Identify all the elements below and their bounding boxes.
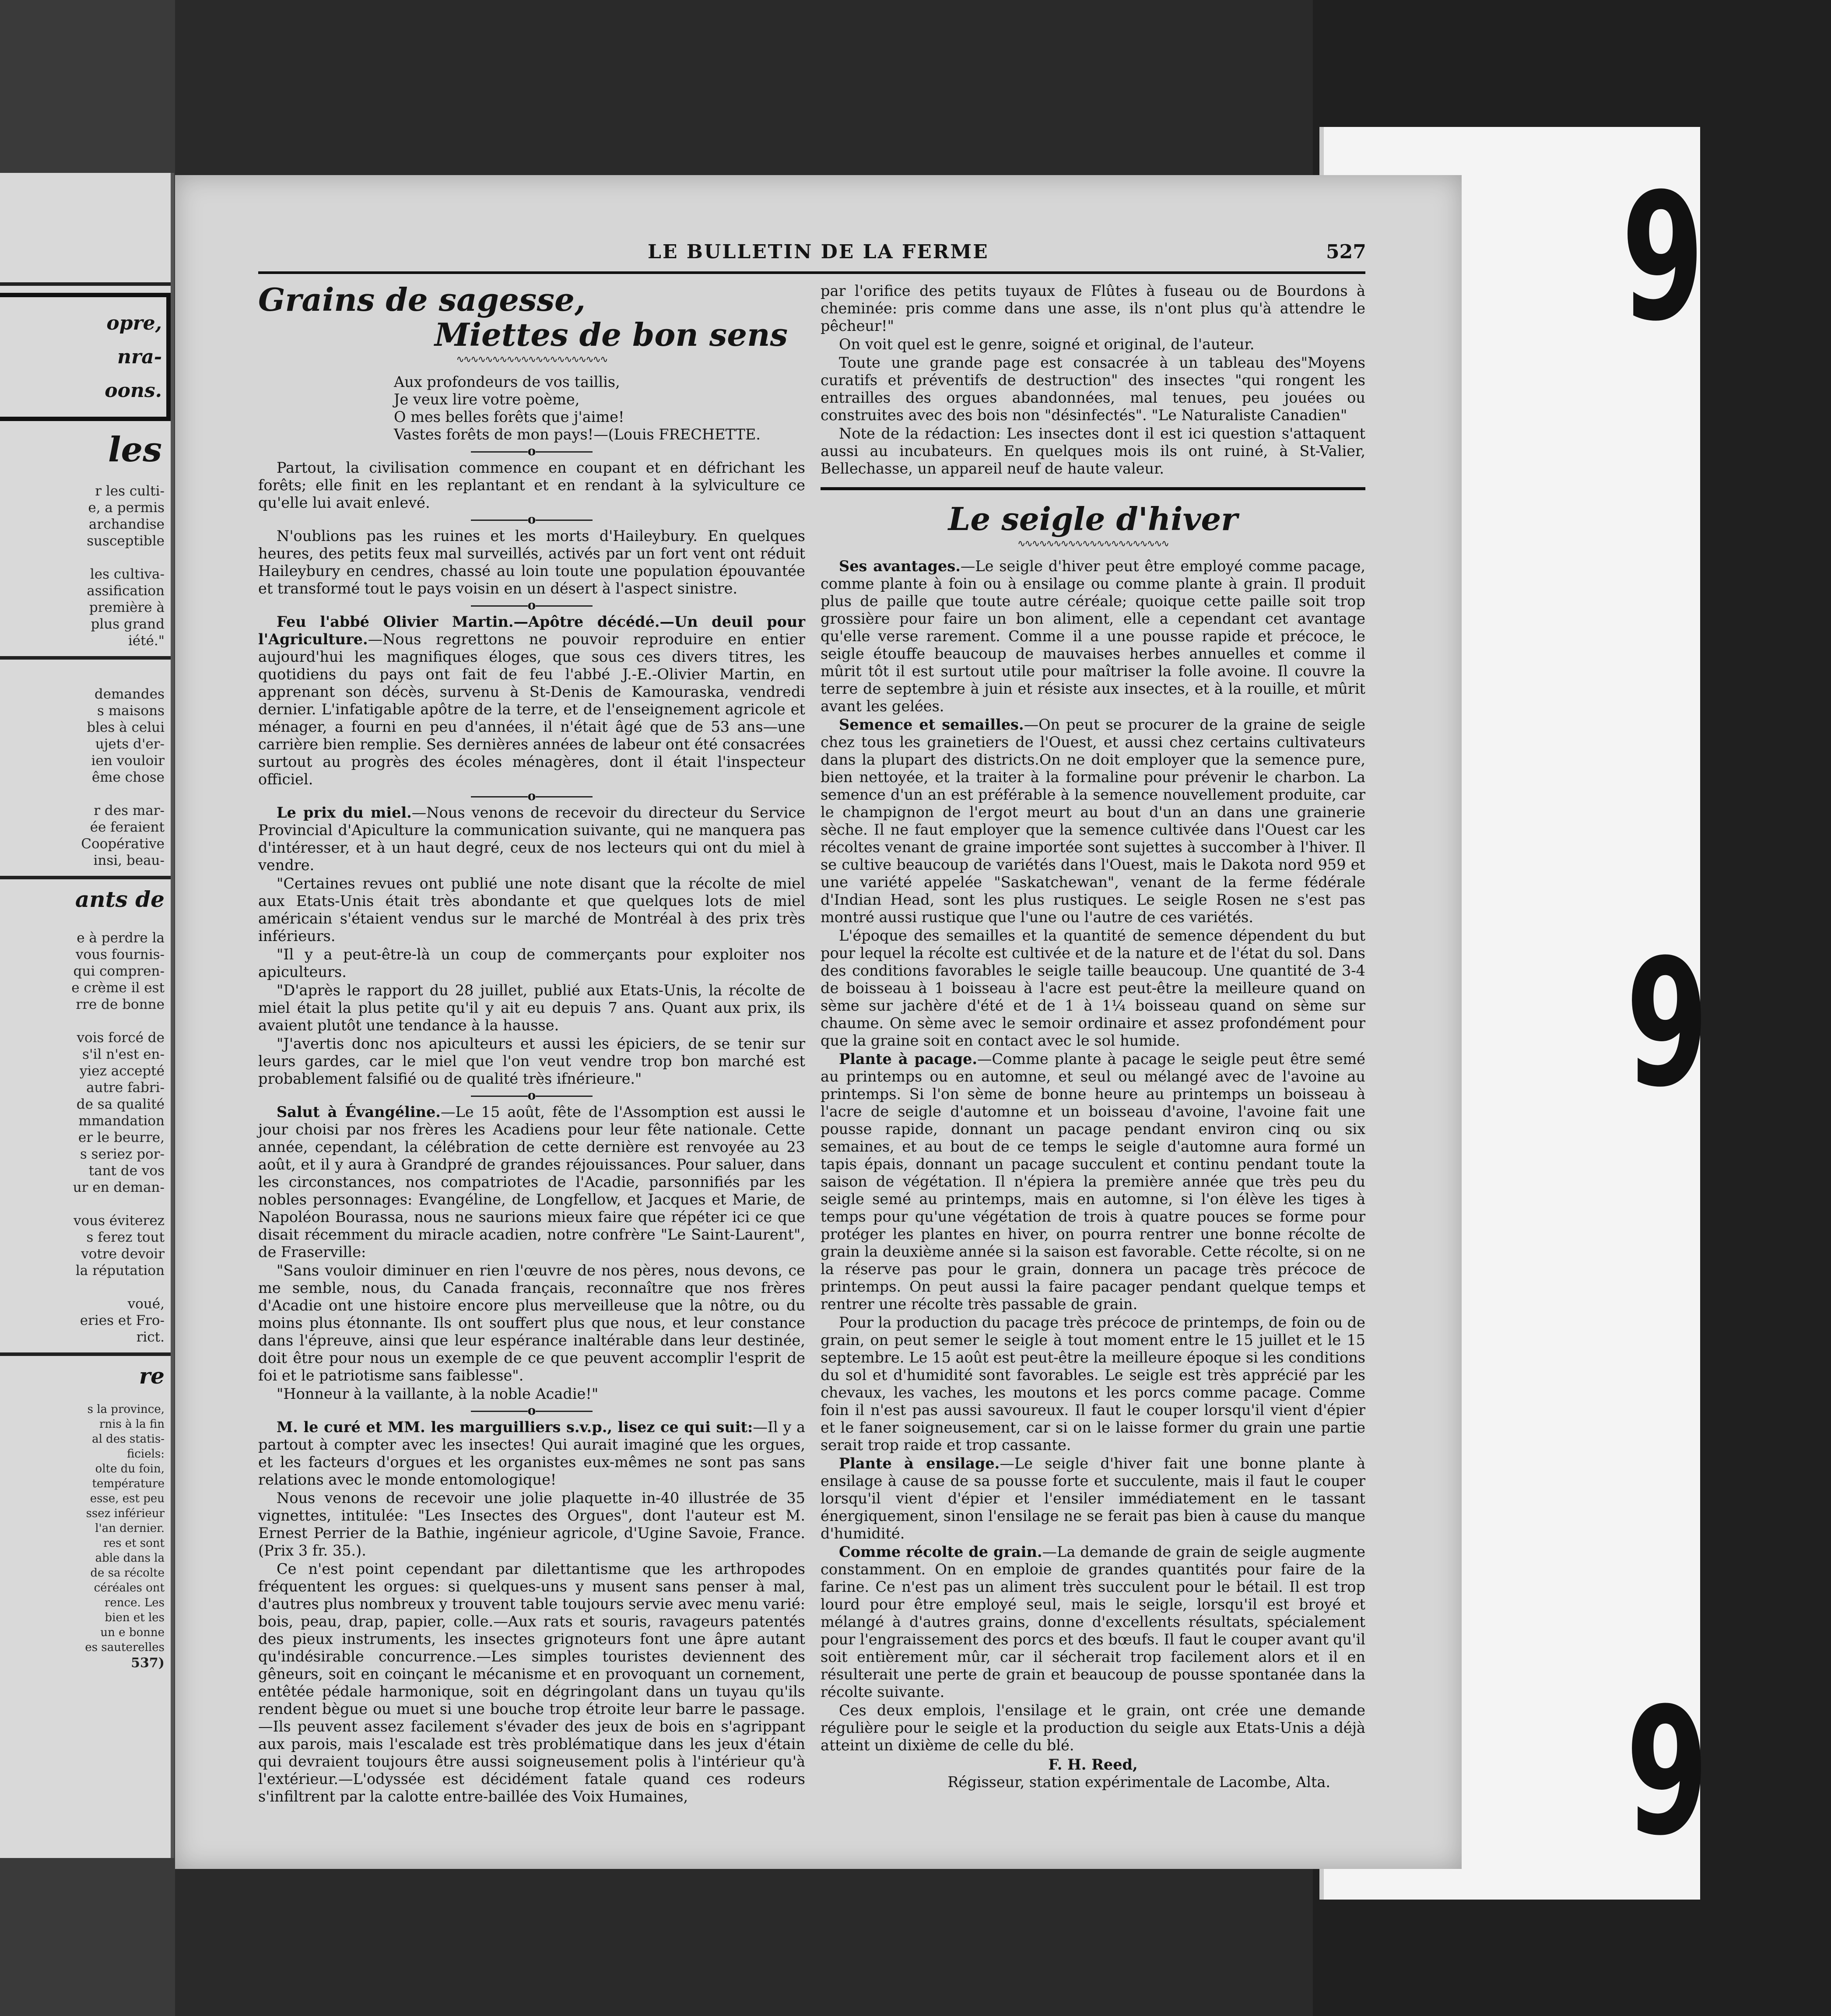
prev-frag-line: iété." [128, 633, 165, 649]
left-column [258, 282, 805, 1806]
prev-frag-line: température [92, 1477, 165, 1490]
paragraph: "Il y a peut-être-là un coup de commerçants pour exploiter nos apiculteurs. [258, 946, 805, 980]
prev-frag-line: 537) [131, 1655, 165, 1671]
prev-box-line: oons. [105, 379, 162, 402]
prev-frag-line: ême chose [91, 769, 165, 785]
prev-frag-line: qui compren- [73, 963, 165, 979]
prev-frag-line: tant de vos [88, 1163, 165, 1179]
paragraph: "Honneur à la vaillante, à la noble Acadie!" [277, 1385, 599, 1402]
subsection-semence [821, 716, 1365, 926]
prev-frag-line: eries et Fro- [80, 1313, 165, 1328]
subsection-heading: Plante à ensilage. [839, 1455, 1000, 1472]
section-title: Le seigle d'hiver [948, 500, 1238, 537]
paragraph: N'oublions pas les ruines et les morts d'Haileybury. En quelques heures, des petits feux mal surveillés, activés par un fort vent ont réduit Haileybury en cendres, chassé au loin toute une population épouvantée et transformé tout le pays voisin en un désert à l'aspect sinistre. [258, 527, 805, 597]
subsection-heading: Ses avantages. [839, 558, 961, 575]
target-number: 9 [1621, 156, 1705, 360]
prev-frag-line: de sa récolte [90, 1566, 165, 1580]
author-name: F. H. Reed, [1048, 1756, 1138, 1773]
paragraph: Note de la rédaction: Les insectes dont il est ici question s'attaquent aussi au incubateurs. En quelques mois ils ont ruiné, à St-Valier, Bellechasse, un appareil neuf de haute valeur. [821, 425, 1365, 477]
publication-title: LE BULLETIN DE LA FERME [648, 241, 989, 263]
prev-frag-line: able dans la [95, 1552, 165, 1565]
prev-frag-line [0, 786, 171, 802]
paragraph: "Certaines revues ont publié une note disant que la récolte de miel aux Etats-Unis était très abondante et que quelques lots de miel américain s'étaient vendus sur le marché de Montréal à des prix très inférieurs. [258, 875, 805, 945]
prev-frag-line: r des mar- [94, 803, 165, 818]
prev-frag-line: vois forcé de [77, 1030, 165, 1046]
prev-frag-line: e à perdre la [77, 930, 165, 946]
separator [258, 789, 805, 803]
target-number: 9 [1626, 1671, 1709, 1874]
poem-line: Vastes forêts de mon pays!—(Louis FRECHETTE. [394, 426, 761, 443]
prev-frag-line: s ferez tout [86, 1229, 165, 1245]
paragraph: Pour la production du pacage très précoce de printemps, de foin ou de grain, on peut semer le seigle à tout moment entre le 15 juillet et le 15 septembre. Le 15 août est peut-être la meilleure époque si les conditions du sol et d'humidité sont favorables. Le seigle est très apprécié par les chevaux, les vaches, les moutons et les porcs comme pacage. Comme foin il n'est pas aussi savoureux. Il faut le couper lorsqu'il vient d'épier et le faner soigneusement, car si on le laisse former du grain une partie serait trop raide et trop cassante. [821, 1314, 1365, 1454]
paragraph: L'époque des semailles et la quantité de semence dépendent du but pour lequel la récolte est cultivée et de la nature et de l'état du sol. Dans des conditions favorables le seigle taille beaucoup. Une quantité de 3-4 de boisseau à 1 boisseau à l'acre est peut-être la meilleure quand on sème sur jachère d'été et de 1 à 1¼ boisseau quand on sème sur chaume. On sème avec le semoir ordinaire et assez profondément pour que la graine soit en contact avec le sol humide. [821, 927, 1365, 1049]
paragraph: "D'après le rapport du 28 juillet, publié aux Etats-Unis, la récolte de miel était la plus petite qu'il y ait eu depuis 7 ans. Quant aux prix, ils avaient plutôt une tendance à la hausse. [258, 982, 805, 1034]
separator-mark: o [527, 1403, 536, 1418]
section-title-line1: Grains de sagesse, [258, 281, 586, 318]
subsection-body: —Comme plante à pacage le seigle peut être semé au printemps ou en automne, et seul ou mélangé avec de l'avoine au printemps. Si l'on sème de bonne heure au printemps un boisseau à l'acre de seigle d'automne et un boisseau d'avoine, l'avoine fait une pousse rapide, donnant un pacage pendant environ cinq ou six semaines, et au bout de ce temps le seigle d'automne aura formé un tapis épais, donnant un pacage succulent et continu pendant toute la saison de végétation. Il n'épiera la première année que très peu du seigle semé au printemps, mais en automne, si l'on élève les tiges à temps pour qu'une végétation de trois à quatre pouces se forme pour protéger les plantes en hiver, on pourra rentrer une bonne récolte de grain la deuxième année si la saison est favorable. Cette récolte, si on ne la réserve pas pour le grain, donnera un pacage très précoce de printemps. On peut aussi la faire pacager pendant quelque temps et rentrer une récolte très passable de grain. [821, 1050, 1366, 1313]
prev-page-rule [0, 656, 171, 660]
prev-frag-line: es sauterelles [85, 1641, 165, 1654]
prev-frag-line: rre de bonne [76, 997, 165, 1012]
article-martin [258, 613, 805, 788]
prev-frag-line: ée feraient [90, 819, 165, 835]
paragraph: "J'avertis donc nos apiculteurs et aussi les épiciers, de se tenir sur leurs gardes, car le miel que l'on veut vendre trop bon marché est probablement falsifié ou de qualité très ifnérieure." [258, 1035, 805, 1087]
prev-frag-line: olte du foin, [95, 1462, 165, 1475]
prev-frag-line: l'an dernier. [95, 1522, 165, 1535]
prev-page-rule [0, 282, 171, 286]
page-number: 527 [1326, 241, 1366, 263]
prev-frag-line: de sa qualité [76, 1096, 165, 1112]
prev-frag-c [0, 930, 171, 1345]
separator-mark: o [527, 444, 536, 458]
subsection-ensilage [821, 1455, 1365, 1542]
prev-page-big-word: les [108, 430, 162, 470]
target-number: 9 [1626, 922, 1709, 1126]
prev-frag-line: plus grand [91, 616, 165, 632]
poem [258, 373, 805, 443]
prev-frag-line: ur en deman- [73, 1180, 165, 1195]
prev-frag-line: s'il n'est en- [82, 1047, 165, 1062]
paragraph: Ces deux emplois, l'ensilage et le grain, ont crée une demande régulière pour le seigle et la production du seigle aux Etats-Unis a déjà atteint un dixième de celle du blé. [821, 1702, 1365, 1754]
article-heading: Feu l'abbé Olivier Martin.—Apôtre décédé.—Un deuil pour l'Agriculture. [258, 613, 805, 648]
paragraph: Toute une grande page est consacrée à un tableau des"Moyens curatifs et préventifs de destruction" des insectes "qui rongent les entrailles des orgues abandonnées, mal tenues, peu jouées ou construites avec des bois non "désinfectés". "Le Naturaliste Canadien" [821, 354, 1365, 424]
prev-frag-line: s maisons [97, 703, 165, 719]
prev-frag-line: votre devoir [81, 1246, 165, 1262]
prev-frag-d [0, 1402, 171, 1672]
separator [258, 598, 805, 612]
article-miel [258, 804, 805, 874]
prev-frag-line: autre fabri- [86, 1080, 165, 1096]
subsection-grain [821, 1543, 1365, 1701]
separator-mark: o [527, 789, 536, 803]
previous-page-fragment [0, 173, 174, 1858]
prev-frag-line: ficiels: [126, 1447, 165, 1461]
prev-frag-line: esse, est peu [90, 1492, 165, 1505]
prev-frag-line: rnis à la fin [99, 1418, 165, 1431]
prev-frag-line: ien vouloir [91, 753, 165, 769]
prev-frag-line: Coopérative [81, 836, 165, 852]
prev-frag-line: s la province, [87, 1403, 165, 1416]
paragraph: par l'orifice des petits tuyaux de Flûtes à fuseau ou de Bourdons à cheminée: pris comme dans une asse, ils n'ont plus qu'à attendre le pêcheur!" [821, 282, 1365, 334]
prev-frag-line: er le beurre, [78, 1130, 165, 1145]
separator-mark: o [527, 1088, 536, 1103]
prev-frag-a [0, 483, 171, 649]
prev-frag-line: res et sont [103, 1537, 165, 1550]
paragraph: Partout, la civilisation commence en coupant et en défrichant les forêts; elle finit en les replantant et en rendant à la sylviculture ce qu'elle lui avait enlevé. [258, 459, 805, 511]
prev-box-line: nra- [117, 346, 162, 368]
newspaper-page [175, 175, 1462, 1869]
separator [258, 513, 805, 527]
prev-frag-line: la réputation [75, 1263, 165, 1278]
prev-frag-line [0, 549, 171, 566]
subsection-avantages [821, 558, 1365, 715]
paragraph: On voit quel est le genre, soigné et original, de l'auteur. [839, 336, 1255, 353]
prev-frag-line: assification [87, 583, 165, 599]
prev-frag-line: al des statis- [92, 1433, 165, 1446]
prev-frag-line: susceptible [87, 533, 165, 549]
prev-frag-line: rict. [136, 1329, 165, 1345]
separator [258, 1089, 805, 1103]
title-ornament: ∿∿∿∿∿∿∿∿∿∿∿∿∿∿∿∿∿∿∿∿∿ [1017, 541, 1169, 547]
separator [258, 1404, 805, 1418]
section-title-line2: Miettes de bon sens [434, 316, 788, 353]
prev-frag-line: ssez inférieur [86, 1507, 165, 1520]
subsection-heading: Comme récolte de grain. [839, 1543, 1042, 1560]
prev-box-line: opre, [106, 312, 162, 334]
prev-frag-line: première à [89, 600, 165, 615]
prev-frag-line: vous fournis- [75, 947, 165, 962]
right-column [821, 282, 1365, 1791]
prev-frag-line: ujets d'er- [95, 736, 165, 752]
paragraph: Nous venons de recevoir une jolie plaquette in-40 illustrée de 35 vignettes, intitulée: "Les Insectes des Orgues", dont l'auteur est M. Ernest Perrier de la Bathie, ingénieur agricole, d'Ugine Savoie, France. (Prix 3 fr. 35.). [258, 1489, 805, 1559]
prev-frag-line: e, a permis [88, 500, 165, 516]
separator-mark: o [527, 512, 536, 527]
prev-frag-line: céréales ont [94, 1581, 165, 1595]
subsection-body: —Le seigle d'hiver fait une bonne plante à ensilage à cause de sa pousse forte et succulente, mais il faut le couper lorsqu'il vient d'épier et l'ensiler immédiatement en le tassant énergiquement, sinon l'ensilage ne se ferait pas bien à cause du manque d'humidité. [821, 1455, 1366, 1542]
paragraph: Ce n'est point cependant par dilettantisme que les arthropodes fréquentent les orgues: si quelques-uns y musent sans penser à mal, d'autres plus nombreux y trouvent table toujours servie avec menu varié: bois, peau, drap, papier, colle.—Aux rats et souris, ravageurs patentés des pieux instruments, les insectes grignoteurs font une âpre autant qu'indésirable concurrence.—Les simples touristes deviennent des gêneurs, soit en coinçant le mécanisme et en provoquant un cornement, entêtée pédale harmonique, soit en dégringolant dans un tuyau qu'ils rendent bègue ou muet si une bouche trop étroite leur barre le passage.—Ils peuvent assez facilement s'évader des jeux de bois en s'agrippant aux parois, mais l'escalade est très problématique dans les jeux d'étain qui devraient toujours être aussi soigneusement polis à l'intérieur qu'à l'extérieur.—L'odyssée est décidément fatale quand ces rodeurs s'infiltrent par la calotte entre-baillée des Voix Humaines, [258, 1560, 805, 1805]
page-header [175, 241, 1462, 267]
prev-page-rule [0, 876, 171, 879]
author-role: Régisseur, station expérimentale de Lacombe, Alta. [947, 1774, 1330, 1791]
poem-line: Je veux lire votre poème, [394, 391, 580, 408]
prev-frag-line [0, 1013, 171, 1029]
subsection-body: —Le seigle d'hiver peut être employé comme pacage, comme plante à foin ou à ensilage ou comme plante à grain. Il produit plus de paille que toute autre céréale; quoique cette paille soit trop grossière pour faire un bon aliment, elle a cependant cet avantage qu'elle verse rarement. Comme il a une pousse rapide et précoce, le seigle étouffe beaucoup de mauvaises herbes annuelles et comme il mûrit tôt il est surtout utile pour maîtriser la folle avoine. Il couvre la terre de septembre à juin et résiste aux insectes, et à la rouille, et mûrit avant les gelées. [821, 558, 1365, 715]
prev-frag-line: rence. Les [104, 1596, 165, 1609]
poem-line: Aux profondeurs de vos taillis, [394, 373, 620, 390]
prev-frag-line: voué, [127, 1296, 165, 1312]
prev-frag-line: bles à celui [87, 720, 165, 735]
subsection-body: —La demande de grain de seigle augmente constamment. On en emploie de grandes quantités pour faire de la farine. Ce n'est pas un aliment très succulent pour le bétail. Il est trop lourd pour être employé seul, mais le seigle, lorsqu'il est broyé et mélangé à d'autres grains, donne d'excellents résultats, spécialement pour l'engraissement des porcs et des bœufs. Il faut le couper avant qu'il soit entièrement mûr, car il sécherait trop facilement alors et il en résulterait une perte de grain et beaucoup de pousse spontanée dans la récolte suivante. [821, 1543, 1366, 1700]
section-rule [821, 487, 1365, 490]
prev-frag-line: yiez accepté [79, 1063, 165, 1079]
prev-frag-line: s seriez por- [80, 1146, 165, 1162]
article-heading: M. le curé et MM. les marguilliers s.v.p., lisez ce qui suit: [277, 1419, 753, 1436]
article-body: —Nous regrettons ne pouvoir reproduire en entier aujourd'hui les magnifiques éloges, que sous ces divers titres, les quotidiens du pays ont fait de feu l'abbé J.-E.-Olivier Martin, en apprenant son décès, survenu à St-Denis de Kamouraska, vendredi dernier. L'infatigable apôtre de la terre, et de l'enseignement agricole et ménager, a fourni en peu d'années, il n'était âgé que de 53 ans—une carrière bien remplie. Ses dernières années de labeur ont été consacrées surtout au progrès des écoles ménagères, dont il était l'inspecteur officiel. [258, 631, 805, 788]
paragraph: "Sans vouloir diminuer en rien l'œuvre de nos pères, nous devons, ce me semble, nous, du Canada français, reconnaître que nos frères d'Acadie ont une histoire encore plus merveilleuse que la nôtre, ou du moins plus étonnante. Ils ont souffert plus que nous, et leur constance dans l'épreuve, ainsi que leur espérance inaltérable dans leur destinée, doit être pour nous un exemple de ce que peuvent accomplir l'esprit de foi et le patriotisme sans faiblesse". [258, 1262, 805, 1384]
article-cure [258, 1419, 805, 1489]
prev-frag-line: un e bonne [100, 1626, 165, 1639]
prev-frag-line: vous éviterez [74, 1213, 165, 1229]
prev-frag-line: archandise [88, 516, 165, 532]
poem-line: O mes belles forêts que j'aime! [394, 408, 624, 425]
header-rule [258, 271, 1365, 274]
prev-heading: ants de [75, 886, 165, 912]
separator [258, 444, 805, 458]
subsection-heading: Semence et semailles. [839, 716, 1024, 733]
title-ornament: ∿∿∿∿∿∿∿∿∿∿∿∿∿∿∿∿∿∿∿∿∿ [456, 357, 607, 363]
prev-frag-line: mmandation [78, 1113, 165, 1129]
article-body: —Nous venons de recevoir du directeur du Service Provincial d'Apiculture la communication suivante, qui ne manquera pas d'intéresser, et à un haut degré, ceux de nos lecteurs qui ont du miel à vendre. [258, 804, 805, 874]
article-evangeline [258, 1103, 805, 1261]
article-heading: Le prix du miel. [277, 804, 412, 821]
subsection-body: —On peut se procurer de la graine de seigle chez tous les grainetiers de l'Ouest, et aussi chez certains cultivateurs dans la plupart des districts.On ne doit employer que la semence pure, bien nettoyée, et la traiter à la formaline pour prévenir le charbon. La semence d'un an est préférable à la semence nouvellement produite, car le champignon de l'ergot meurt au bout d'un an dans une grainerie sèche. Il ne faut employer que la semence cultivée dans l'Ouest car les récoltes venant de graine importée sont sujettes à succomber à l'hiver. Il se cultive beaucoup de variétés dans l'Ouest, mais le Dakota nord 959 et une variété appelée "Saskatchewan", venant de la ferme fédérale d'Indian Head, sont les plus rustiques. Le seigle Rosen ne s'est pas montré aussi rustique que l'une ou l'autre de ces variétés. [821, 716, 1365, 926]
subsection-heading: Plante à pacage. [839, 1050, 978, 1068]
prev-frag-line: e crème il est [71, 980, 165, 996]
article-body: —Il y a partout à compter avec les insectes! Qui aurait imaginé que les orgues, et les facteurs d'orgues et les organistes eux-mêmes ne sont pas sans relations avec le monde entomologique! [258, 1419, 805, 1488]
separator-mark: o [527, 598, 536, 612]
prev-frag-line [0, 1279, 171, 1296]
article-heading: Salut à Évangéline. [277, 1103, 441, 1120]
prev-frag-line: demandes [94, 686, 165, 702]
prev-heading: re [139, 1363, 165, 1389]
article-body: —Le 15 août, fête de l'Assomption est aussi le jour choisi par nos frères les Acadiens pour leur fête nationale. Cette année, cependant, la célébration de cette dernière est renvoyée au 23 août, et il y aura à Grandpré de grandes réjouissances. Pour saluer, dans les circonstances, nos compatriotes de l'Acadie, parsonnifiés par les nobles personnages: Evangéline, de Longfellow, et Jacques et Marie, de Napoléon Bourassa, nous ne saurions mieux faire que répéter ici ce que disait récemment du miracle acadien, notre confrère "Le Saint-Laurent", de Fraserville: [258, 1103, 805, 1261]
prev-page-rule [0, 1352, 171, 1356]
prev-frag-line: les cultiva- [90, 566, 165, 582]
prev-frag-line: bien et les [105, 1611, 165, 1624]
prev-frag-line [0, 1196, 171, 1212]
subsection-pacage [821, 1050, 1365, 1313]
prev-page-box [0, 293, 171, 421]
prev-frag-line: r les culti- [95, 483, 165, 499]
prev-frag-line: insi, beau- [93, 853, 165, 868]
prev-frag-b [0, 686, 171, 869]
